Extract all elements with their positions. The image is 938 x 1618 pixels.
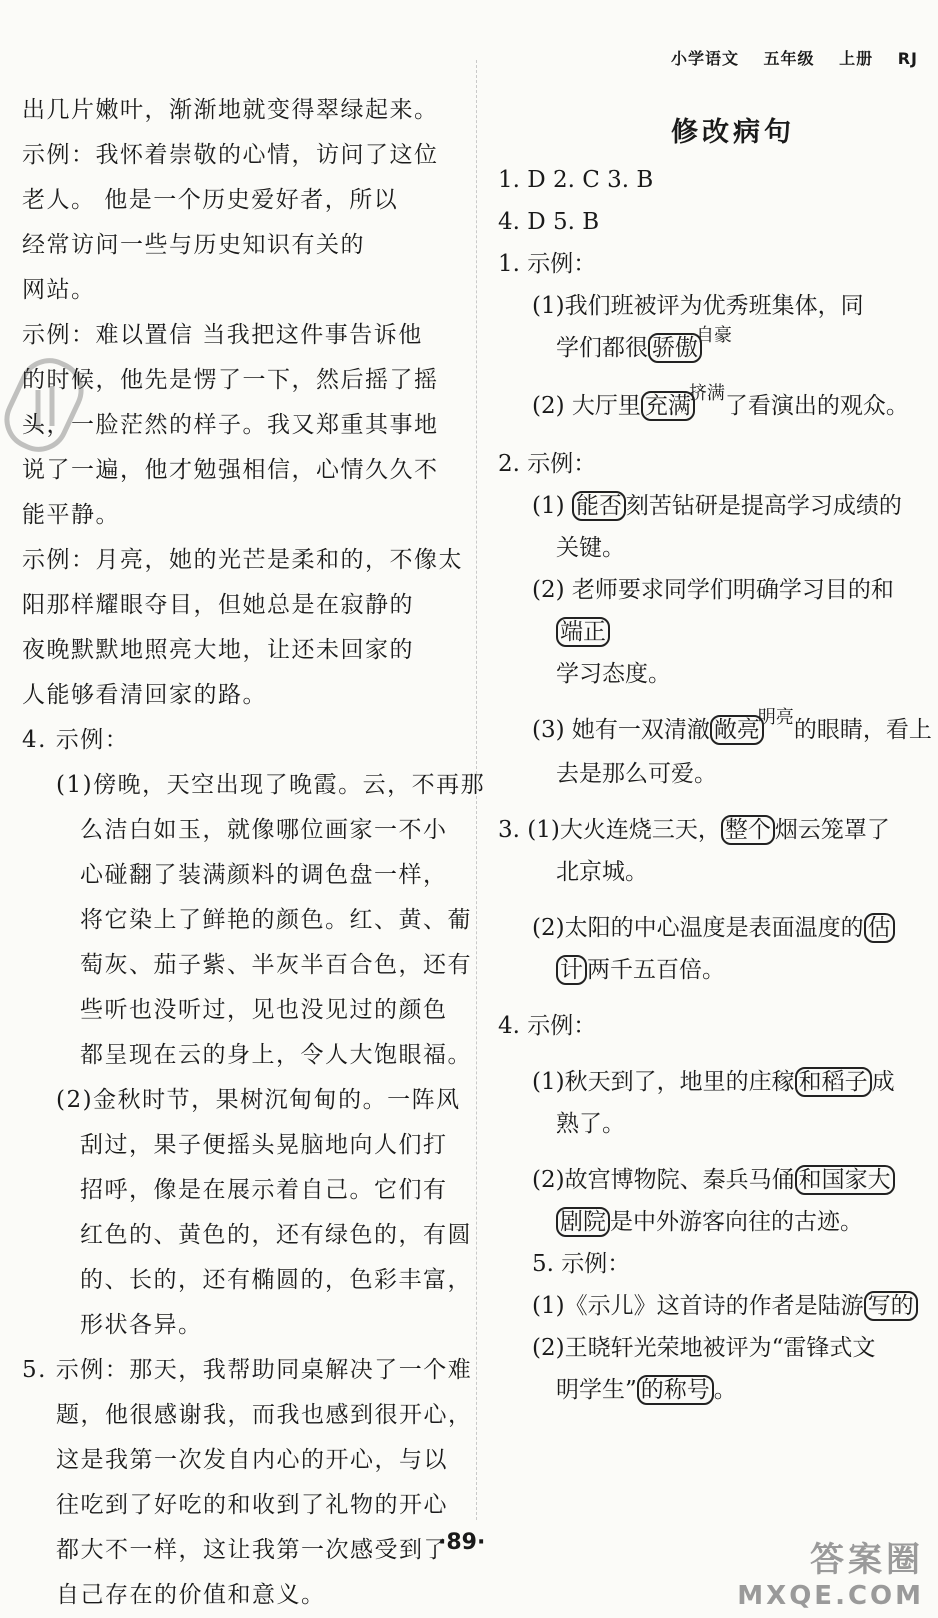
text: 学们都很: [556, 335, 648, 361]
s2-item-1: [498, 485, 928, 527]
text: (2) 大厅里: [532, 393, 641, 419]
corrected-word-box: 和国家大: [795, 1165, 895, 1195]
q4-p2-line: 招呼，像是在展示着自己。它们有: [80, 1177, 448, 1203]
s2-item-1-cont: 关键。: [556, 535, 625, 561]
answer-line: 说了一遍，他才勉强相信，心情久久不: [22, 457, 439, 483]
corrected-word-box: 能否: [572, 491, 626, 521]
s4-item-2: [498, 1159, 928, 1201]
corrected-word-box: 端正: [556, 617, 610, 647]
q4-p1-line: 都呈现在云的身上，令人大饱眼福。: [80, 1042, 472, 1068]
watermark-logo: [737, 1532, 924, 1611]
insertion-word: 明亮: [757, 707, 794, 728]
answer-line: 网站。: [22, 277, 96, 303]
corrected-word-box: 写的: [864, 1291, 918, 1321]
answer-line: 经常访问一些与历史知识有关的: [22, 232, 365, 258]
text: 明学生”: [556, 1377, 637, 1403]
corrected-word-box: 剧院: [556, 1207, 610, 1237]
s5-item-2: (2)王晓轩光荣地被评为“雷锋式文: [532, 1335, 876, 1361]
watermark-text: 答案圈: [810, 1540, 924, 1580]
header-grade: 五年级: [763, 49, 815, 68]
mc-answers: 1. D 2. C 3. B: [498, 167, 654, 193]
q4-p2-line: 形状各异。: [80, 1312, 203, 1338]
text: (3) 她有一双清澈: [532, 717, 710, 743]
text: 的眼睛，看上: [793, 717, 932, 743]
s3-item-1: [498, 809, 928, 851]
s1-label: 1. 示例：: [498, 251, 597, 277]
q5-line: 这是我第一次发自内心的开心，与以: [56, 1447, 448, 1473]
right-column: [498, 110, 932, 1411]
text: (2)故宫博物院、秦兵马俑: [532, 1167, 795, 1193]
text: 。: [713, 1377, 737, 1403]
text: 是中外游客向往的古迹。: [610, 1209, 863, 1235]
s3-item-2-cont: [498, 949, 928, 991]
corrected-word-box: 敞亮: [710, 715, 764, 745]
q4-p1-line: 么洁白如玉，就像哪位画家一不小: [80, 817, 448, 843]
s5-label: 5. 示例：: [532, 1251, 631, 1277]
answer-line: 头，一脸茫然的样子。我又郑重其事地: [22, 412, 439, 438]
q4-label: 4. 示例：: [22, 727, 130, 753]
s5-item-1: [498, 1285, 928, 1327]
q5-line: 都大不一样，这让我第一次感受到了: [56, 1537, 448, 1563]
corrected-word-box: 充满: [641, 391, 695, 421]
answer-line: 夜晚默默地照亮大地，让还未回家的: [22, 637, 414, 663]
q4-p2-line: 红色的、黄色的，还有绿色的，有圆: [80, 1222, 472, 1248]
s2-item-3-cont: 去是那么可爱。: [556, 761, 717, 787]
answer-line: 出几片嫩叶，渐渐地就变得翠绿起来。: [22, 97, 439, 123]
answer-line: 示例：月亮，她的光芒是柔和的，不像太: [22, 547, 463, 573]
s3-item-2: [498, 907, 928, 949]
s4-item-1: [498, 1061, 928, 1103]
s2-item-2-cont2: 学习态度。: [556, 661, 671, 687]
text: (1)秋天到了，地里的庄稼: [532, 1069, 795, 1095]
s4-label: 4. 示例：: [498, 1013, 597, 1039]
corrected-word-box: 计: [556, 955, 587, 985]
q4-p1-line: 萄灰、茄子紫、半灰半百合色，还有: [80, 952, 472, 978]
text: 烟云笼罩了: [774, 817, 890, 843]
s1-item-2: [498, 385, 928, 429]
q4-p1-line: 心碰翻了装满颜料的调色盘一样，: [80, 862, 448, 888]
s4-item-2-cont: [498, 1201, 928, 1243]
q4-p2-line: 的、长的，还有椭圆的，色彩丰富，: [80, 1267, 472, 1293]
s1-item-1: (1)我们班被评为优秀班集体，同: [532, 293, 864, 319]
mc-answers: 4. D 5. B: [498, 209, 600, 235]
s2-item-2-cont: [498, 611, 928, 653]
s3-item-1-cont: 北京城。: [556, 859, 648, 885]
text: 两千五百倍。: [587, 957, 725, 983]
s2-item-2: (2) 老师要求同学们明确学习目的和: [532, 577, 894, 603]
s2-label: 2. 示例：: [498, 451, 597, 477]
q4-p2-line: 刮过，果子便摇头晃脑地向人们打: [80, 1132, 448, 1158]
header-subject: 小学语文: [670, 49, 739, 68]
answer-line: 老人。 他是一个历史爱好者，所以: [22, 187, 399, 213]
q4-p1-line: 将它染上了鲜艳的颜色。红、黄、葡: [80, 907, 472, 933]
insertion-word: 挤满: [688, 383, 725, 404]
text: (1)《示儿》这首诗的作者是陆游: [532, 1293, 864, 1319]
q5-line: 题，他很感谢我，而我也感到很开心，: [56, 1402, 473, 1428]
text: (2)太阳的中心温度是表面温度的: [532, 915, 864, 941]
q5-line: 5. 示例：那天，我帮助同桌解决了一个难: [22, 1357, 473, 1383]
text: 成: [871, 1069, 895, 1095]
q4-p2-line: (2)金秋时节，果树沉甸甸的。一阵风: [56, 1087, 461, 1113]
s4-item-1-cont: 熟了。: [556, 1111, 625, 1137]
corrected-word-box: 和稻子: [795, 1067, 872, 1097]
s1-item-1-cont: [498, 327, 928, 371]
text: (1): [532, 493, 572, 519]
left-column: [22, 88, 486, 1618]
q4-p1-line: 些听也没听过，见也没见过的颜色: [80, 997, 448, 1023]
answer-line: 阳那样耀眼夺目，但她总是在寂静的: [22, 592, 414, 618]
watermark-url: MXQE.COM: [737, 1581, 924, 1611]
header-edition: RJ: [897, 49, 918, 68]
answer-line: 示例：难以置信 当我把这件事告诉他: [22, 322, 423, 348]
text: 刻苦钻研是提高学习成绩的: [625, 493, 902, 519]
text: 3. (1)大火连烧三天，: [498, 817, 721, 843]
q5-line: 往吃到了好吃的和收到了礼物的开心: [56, 1492, 448, 1518]
insertion-word: 自豪: [696, 325, 732, 346]
corrected-word-box: 估: [864, 913, 895, 943]
corrected-word-box: 的称号: [637, 1375, 714, 1405]
q4-p1-line: (1)傍晚，天空出现了晚霞。云，不再那: [56, 772, 486, 798]
answer-line: 的时候，他先是愣了一下，然后摇了摇: [22, 367, 439, 393]
q5-line: 自己存在的价值和意义。: [56, 1582, 326, 1608]
text: 了看演出的观众。: [724, 393, 909, 419]
page-number: ·89·: [438, 1530, 486, 1555]
section-title: 修改病句: [671, 117, 795, 148]
corrected-word-box: 骄傲: [648, 333, 702, 363]
answer-line: 人能够看清回家的路。: [22, 682, 267, 708]
answer-line: 能平静。: [22, 502, 120, 528]
corrected-word-box: 整个: [721, 815, 775, 845]
header-volume: 上册: [839, 49, 874, 68]
answer-line: 示例：我怀着崇敬的心情，访问了这位: [22, 142, 439, 168]
s5-item-2-cont: [498, 1369, 928, 1411]
page-header: [653, 46, 918, 69]
s2-item-3: [498, 707, 932, 753]
